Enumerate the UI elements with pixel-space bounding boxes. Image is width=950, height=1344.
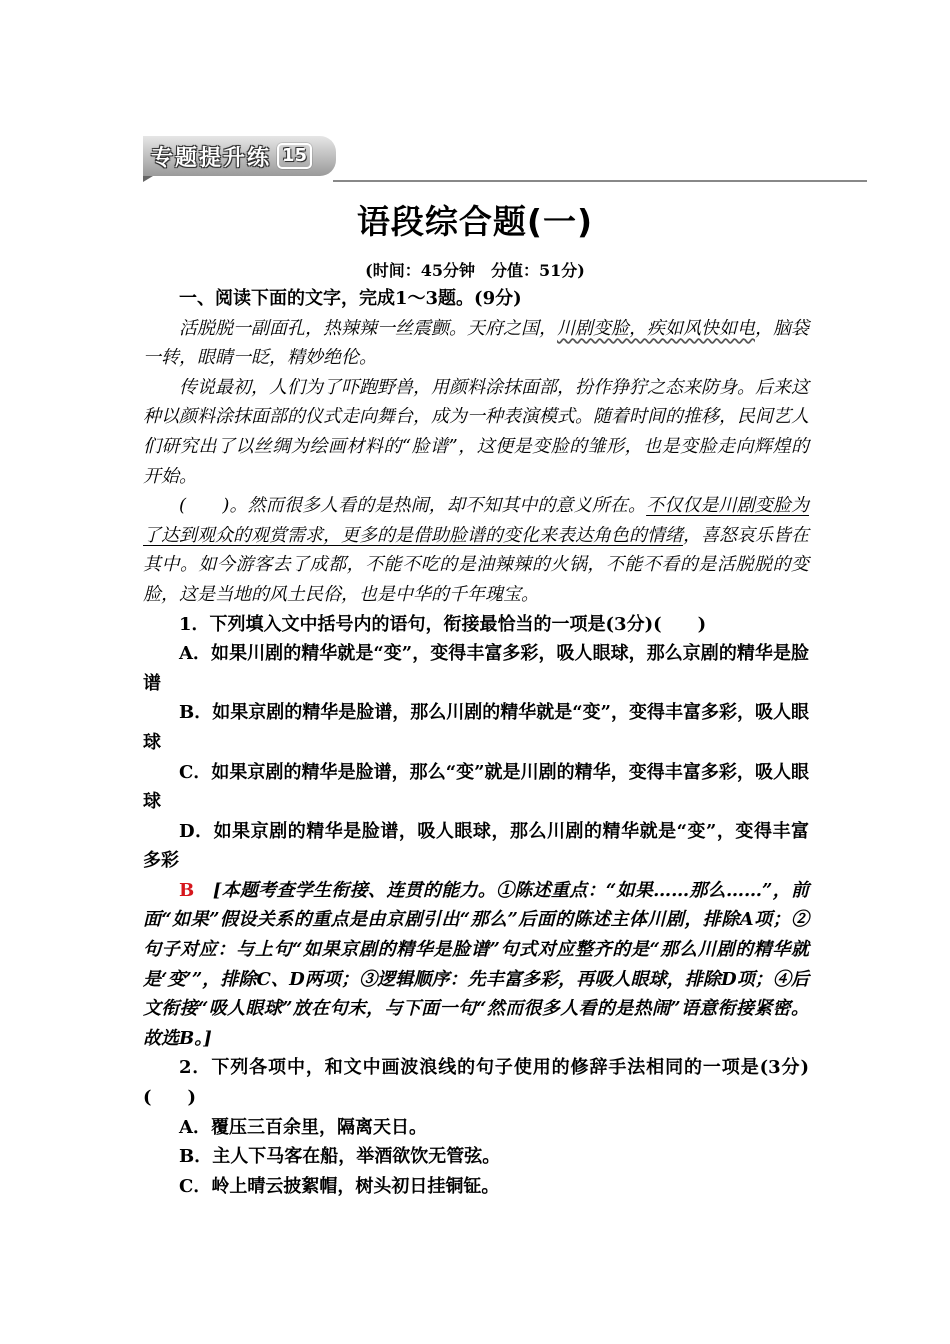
page-subtitle: (时间：45分钟 分值：51分): [365, 261, 585, 280]
header-bar: [143, 136, 867, 182]
header-label-text: 专题提升练: [151, 145, 272, 171]
passage-text: ，脑袋一转，眼睛一眨，精妙绝伦。: [143, 317, 809, 369]
document-body: [143, 284, 809, 1201]
question-2-option-b: B．主人下马客在船，举酒欲饮无管弦。: [179, 1146, 501, 1168]
question-1-answer: [143, 876, 809, 1054]
header-divider-line: [333, 180, 867, 182]
passage-text: 活脱脱一副面孔，热辣辣一丝震颤。天府之国，: [179, 317, 557, 339]
header-label: [143, 136, 336, 176]
header-tail-shape: [143, 176, 153, 182]
question-1-stem: 1．下列填入文中括号内的语句，衔接最恰当的一项是(3分)( ): [179, 613, 707, 635]
question-1-option-b: B．如果京剧的精华是脸谱，那么川剧的精华就是“变”，变得丰富多彩，吸人眼球: [143, 702, 809, 753]
answer-letter: B: [179, 879, 195, 901]
question-2-option-c: C．岭上晴云披絮帽，树头初日挂铜钲。: [179, 1175, 500, 1197]
question-1-option-a: A．如果川剧的精华就是“变”，变得丰富多彩，吸人眼球，那么京剧的精华是脸谱: [143, 643, 809, 694]
header-number-badge: 15: [277, 143, 312, 169]
question-2-stem: 2．下列各项中，和文中画波浪线的句子使用的修辞手法相同的一项是(3分)( ): [143, 1057, 809, 1109]
answer-explanation: [本题考查学生衔接、连贯的能力。①陈述重点：“如果……那么……”，前面“如果”假设关系的重点是由京剧引出“那么”后面的陈述主体川剧，排除A项；②句子对应：与上句“如果京剧的精华是脸谱”句式对应整齐的是“那么川剧的精华就是‘变’”，排除C、D两项；③逻辑顺序：先丰富多彩，再吸人眼球，排除D项；④后文衔接“吸人眼球”放在句末，与下面一句“然而很多人看的是热闹”语意衔接紧密。故选B。]: [143, 879, 809, 1049]
passage-paragraph-3: [143, 491, 809, 609]
passage-paragraph-1: [143, 314, 809, 373]
question-2-option-a: A．覆压三百余里，隔离天日。: [179, 1116, 427, 1138]
passage-text: ，喜怒哀乐皆在其中。如今游客去了成都，不能不吃的是油辣辣的火锅，不能不看的是活脱脱的变脸，这是当地的风土民俗，也是中华的千年瑰宝。: [143, 524, 809, 605]
page-title: 语段综合题(一): [356, 202, 594, 241]
passage-paragraph-2: 传说最初，人们为了吓跑野兽，用颜料涂抹面部，扮作狰狞之态来防身。后来这种以颜料涂抹面部的仪式走向舞台，成为一种表演模式。随着时间的推移，民间艺人们研究出了以丝绸为绘画材料的“脸谱”，这便是变脸的雏形，也是变脸走向辉煌的开始。: [143, 376, 809, 487]
underlined-sentence: 不仅仅是川剧变脸为了达到观众的观赏需求，更多的是借助脸谱的变化来表达角色的情绪: [143, 495, 809, 546]
passage-text: ( )。然而很多人看的是热闹，却不知其中的意义所在。: [179, 495, 647, 517]
question-1-option-d: D．如果京剧的精华是脸谱，吸人眼球，那么川剧的精华就是“变”，变得丰富多彩: [143, 820, 809, 872]
section-heading: 一、阅读下面的文字，完成1～3题。(9分): [179, 288, 522, 309]
question-1-option-c: C．如果京剧的精华是脸谱，那么“变”就是川剧的精华，变得丰富多彩，吸人眼球: [143, 761, 809, 813]
wavy-underlined-sentence: 川剧变脸，疾如风快如电: [557, 317, 755, 339]
